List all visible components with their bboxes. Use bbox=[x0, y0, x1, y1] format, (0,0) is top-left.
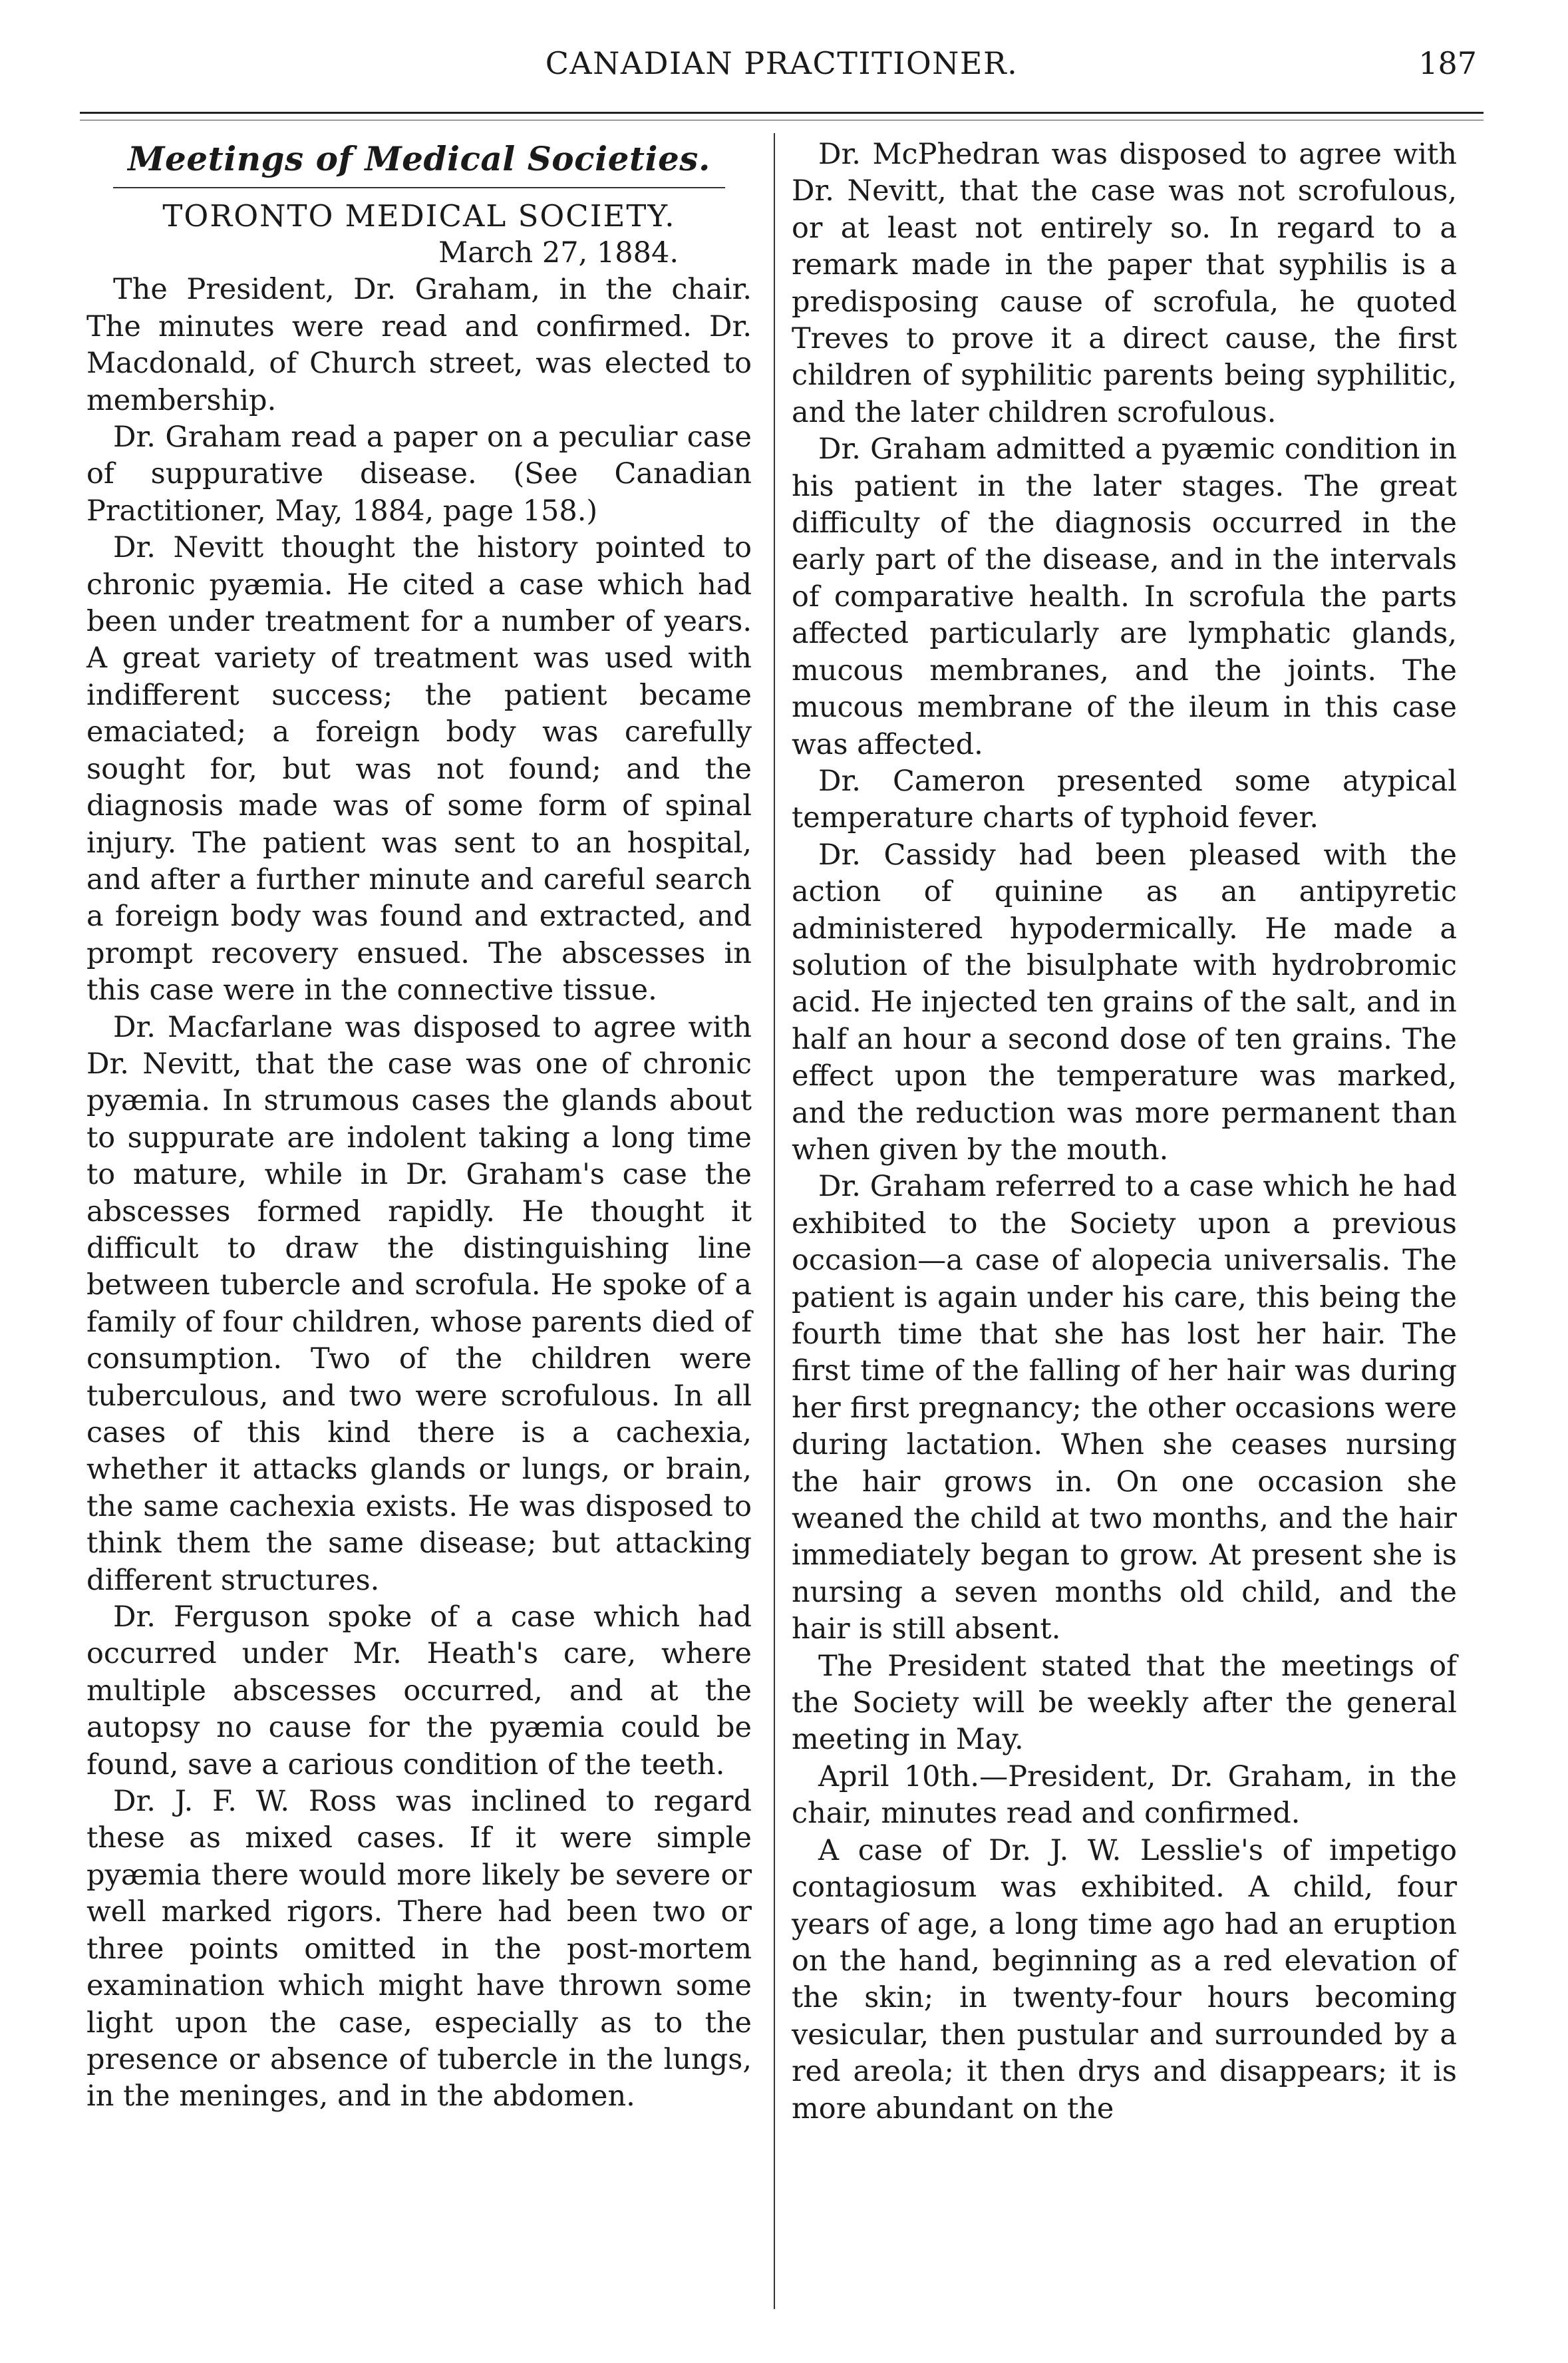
paragraph: Dr. McPhedran was disposed to agree with Dr. Nevitt, that the case was not scrofulous, or at least not entirely so. In regard to a remark made in the paper that syphilis is a predisposing cause of scrofula, he quoted Treves to prove it a direct cause, the first children of syphilitic parents being syphilitic, and the later children scrofulous. bbox=[792, 138, 1457, 429]
column-divider bbox=[774, 133, 775, 2309]
header-rule bbox=[80, 112, 1484, 114]
paragraph: A case of Dr. J. W. Lesslie's of impetigo contagiosum was exhibited. A child, four years of age, a long time ago had an eruption on the hand, beginning as a red elevation of the skin; in twenty-four hours becoming vesicular, then pustular and surrounded by a red areola; it then drys and disappears; it is more abundant on the bbox=[792, 1833, 1457, 2125]
page-number: 187 bbox=[1418, 45, 1477, 81]
paragraph: Dr. Graham referred to a case which he had exhibited to the Society upon a previous occasion—a case of alopecia universalis. The patient is again under his care, this being the fourth time that she has lost her hair. The first time of the falling of her hair was during her first pregnancy; the other occasions were during lactation. When she ceases nursing the hair grows in. On one occasion she weaned the child at two months, and the hair immediately began to grow. At present she is nursing a seven months old child, and the hair is still absent. bbox=[792, 1170, 1457, 1646]
paragraph: Dr. Cameron presented some atypical temperature charts of typhoid fever. bbox=[792, 764, 1457, 835]
paragraph: Dr. Ferguson spoke of a case which had occurred under Mr. Heath's care, where multiple abscesses occurred, and at the autopsy no cause for the pyæmia could be found, save a carious condition of the teeth. bbox=[86, 1600, 752, 1781]
section-heading: Meetings of Medical Societies. bbox=[128, 139, 710, 178]
right-column bbox=[792, 136, 1457, 2127]
paragraph: The President stated that the meetings of the Society will be weekly after the general meeting in May. bbox=[792, 1649, 1457, 1757]
paragraph: The President, Dr. Graham, in the chair. The minutes were read and confirmed. Dr. Macdonald, of Church street, was elected to membership. bbox=[86, 273, 752, 417]
paragraph: Dr. Graham admitted a pyæmic condition in his patient in the later stages. The great difficulty of the diagnosis occurred in the early part of the disease, and in the intervals of comparative health. In scrofula the parts affected particularly are lymphatic glands, mucous membranes, and the joints. The mucous membrane of the ileum in this case was affected. bbox=[792, 433, 1457, 761]
running-head bbox=[80, 40, 1484, 93]
heading-rule bbox=[113, 187, 725, 188]
left-column bbox=[86, 136, 752, 2115]
paragraph: Dr. Nevitt thought the history pointed to chronic pyæmia. He cited a case which had been under treatment for a number of years. A great variety of treatment was used with indifferent success; the patient became emaciated; a foreign body was carefully sought for, but was not found; and the diagnosis made was of some form of spinal injury. The patient was sent to an hospital, and after a further minute and careful search a foreign body was found and extracted, and prompt recovery ensued. The abscesses in this case were in the connective tissue. bbox=[86, 531, 752, 1007]
paragraph: Dr. Graham read a paper on a peculiar case of suppurative disease. (See Canadian Practitioner, May, 1884, page 158.) bbox=[86, 421, 752, 528]
journal-title: CANADIAN PRACTITIONER. bbox=[545, 45, 1019, 81]
paragraph: Dr. Cassidy had been pleased with the action of quinine as an antipyretic administered hypodermically. He made a solution of the bisulphate with hydrobromic acid. He injected ten grains of the salt, and in half an hour a second dose of ten grains. The effect upon the temperature was marked, and the reduction was more permanent than when given by the mouth. bbox=[792, 838, 1457, 1167]
paragraph: April 10th.—President, Dr. Graham, in the chair, minutes read and confirmed. bbox=[792, 1759, 1457, 1831]
meeting-date: March 27, 1884. bbox=[438, 236, 679, 270]
society-name: TORONTO MEDICAL SOCIETY. bbox=[162, 198, 676, 234]
paragraph: Dr. Macfarlane was disposed to agree with Dr. Nevitt, that the case was one of chronic pyæmia. In strumous cases the glands about to suppurate are indolent taking a long time to mature, while in Dr. Graham's case the abscesses formed rapidly. He thought it difficult to draw the distinguishing line between tubercle and scrofula. He spoke of a family of four children, whose parents died of consumption. Two of the children were tuberculous, and two were scrofulous. In all cases of this kind there is a cachexia, whether it attacks glands or lungs, or brain, the same cachexia exists. He was disposed to think them the same disease; but attacking different structures. bbox=[86, 1010, 752, 1597]
paragraph: Dr. J. F. W. Ross was inclined to regard these as mixed cases. If it were simple pyæmia there would more likely be severe or well marked rigors. There had been two or three points omitted in the post-mortem examination which might have thrown some light upon the case, especially as to the presence or absence of tubercle in the lungs, in the meninges, and in the abdomen. bbox=[86, 1785, 752, 2113]
